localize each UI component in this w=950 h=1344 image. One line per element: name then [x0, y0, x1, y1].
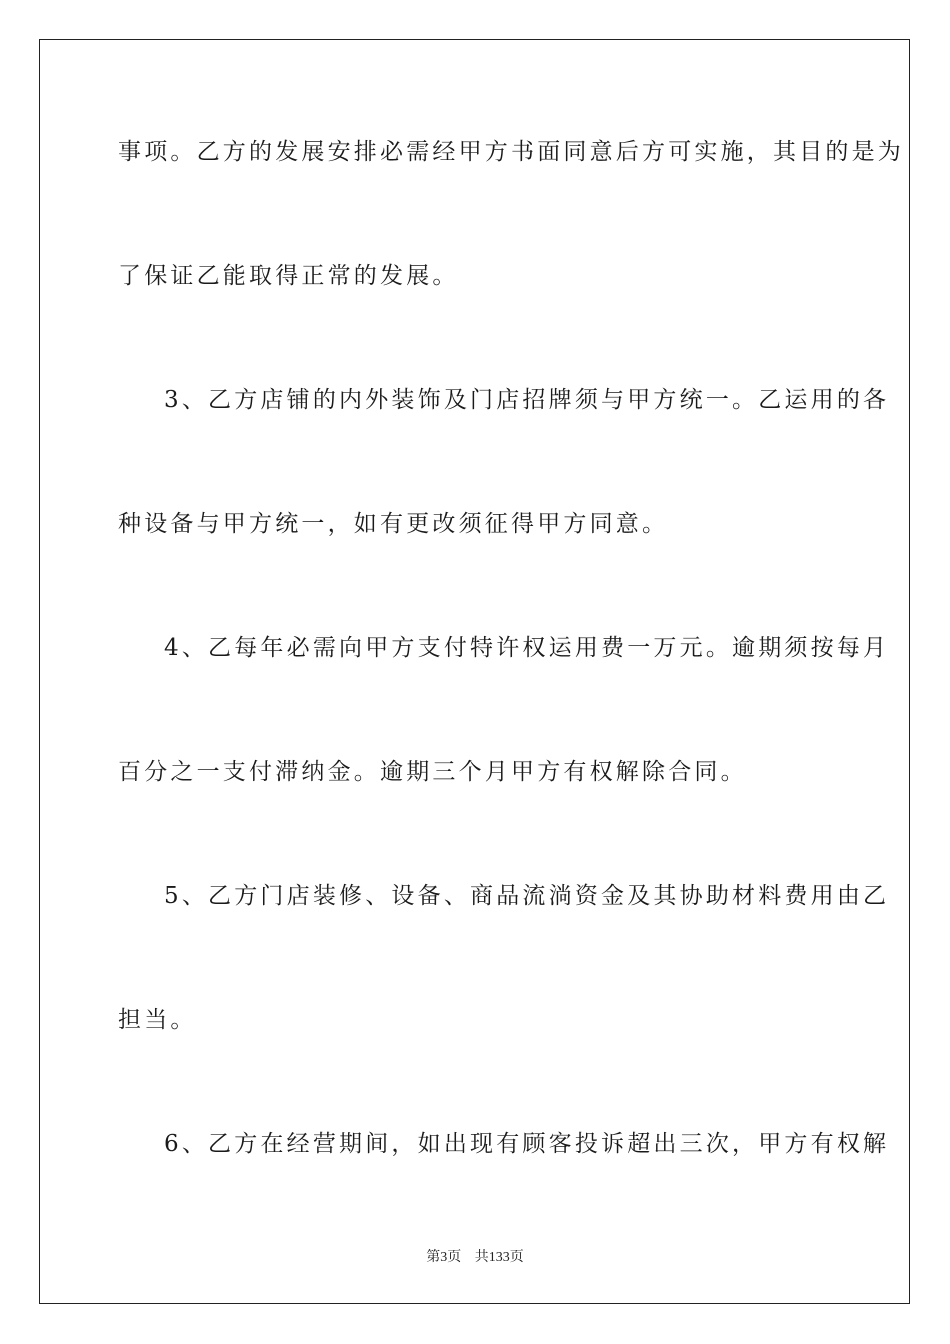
- text-line: 了保证乙能取得正常的发展。: [118, 263, 459, 289]
- page-total: 共133页: [474, 1250, 524, 1265]
- text-line: 百分之一支付滞纳金。逾期三个月甲方有权解除合同。: [118, 759, 747, 785]
- text-line: 种设备与甲方统一，如有更改须征得甲方同意。: [118, 511, 669, 537]
- page-border: [39, 39, 910, 1304]
- page-number: 第3页: [426, 1250, 462, 1265]
- page-footer: [0, 1246, 950, 1266]
- paragraph-5-first-line: 5、乙方门店装修、设备、商品流淌资金及其协助材料费用由乙: [164, 883, 890, 909]
- text-line: 担当。: [118, 1007, 197, 1033]
- paragraph-4-first-line: 4、乙每年必需向甲方支付特许权运用费一万元。逾期须按每月: [164, 635, 890, 661]
- text-line: 事项。乙方的发展安排必需经甲方书面同意后方可实施，其目的是为: [118, 139, 904, 165]
- paragraph-6-first-line: 6、乙方在经营期间，如出现有顾客投诉超出三次，甲方有权解: [164, 1131, 890, 1157]
- paragraph-3-first-line: 3、乙方店铺的内外装饰及门店招牌须与甲方统一。乙运用的各: [164, 387, 890, 413]
